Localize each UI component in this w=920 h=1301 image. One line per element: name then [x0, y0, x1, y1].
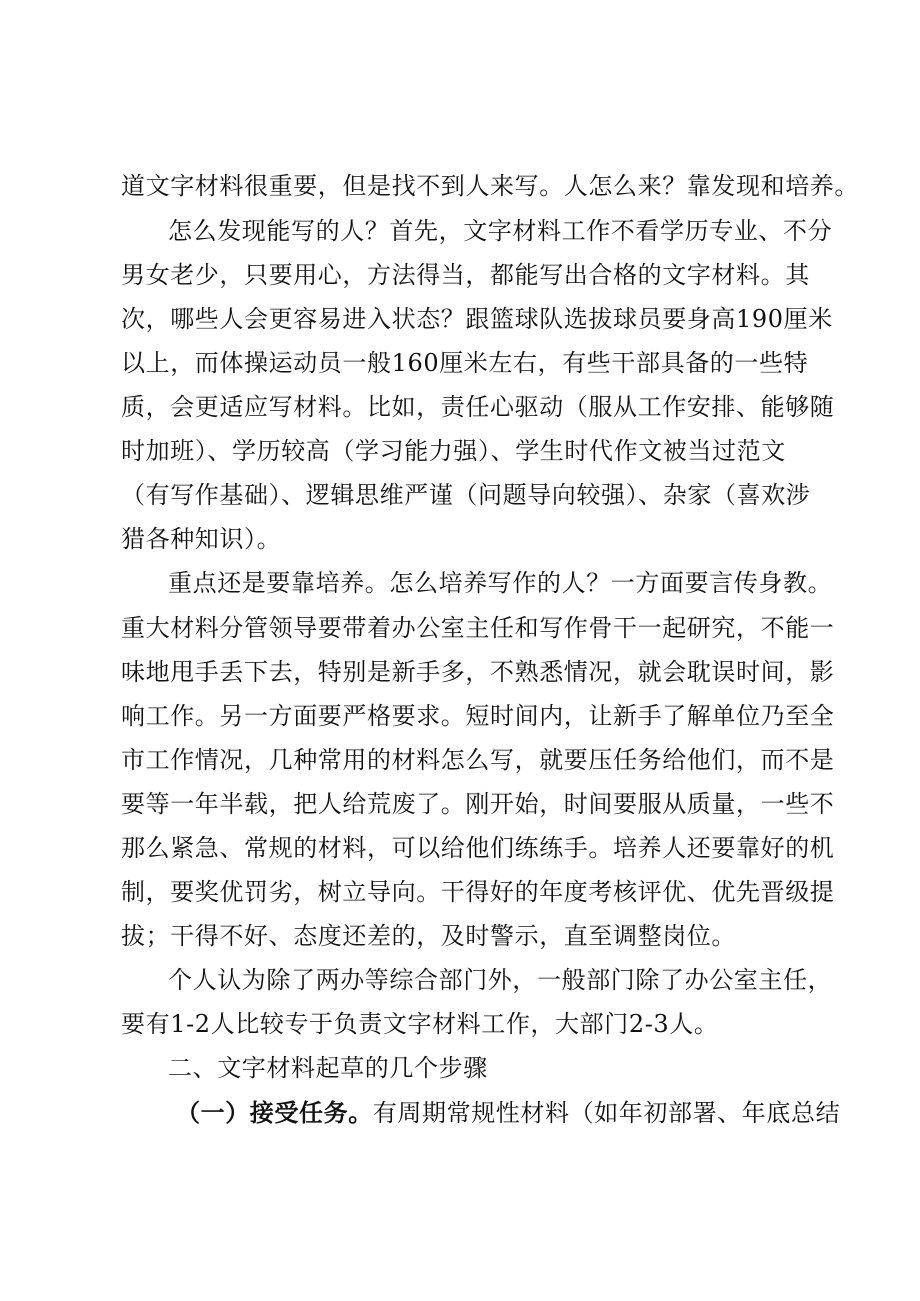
text-line: 个人认为除了两办等综合部门外，一般部门除了办公室主任，	[168, 966, 833, 994]
text-line: 时加班）、学历较高（学习能力强）、学生时代作文被当过范文	[121, 437, 786, 465]
subsection-line	[176, 1093, 840, 1133]
text-line: 制，要奖优罚劣，树立导向。干得好的年度考核评优、优先晋级提	[121, 878, 835, 906]
text-line: 要有1-2人比较专于负责文字材料工作，大部门2-3人。	[121, 1010, 719, 1038]
text-line: 拔；干得不好、态度还差的，及时警示，直至调整岗位。	[121, 922, 736, 950]
text-line: 次，哪些人会更容易进入状态？跟篮球队选拔球员要身高190厘米	[121, 305, 833, 333]
text-line: 男女老少，只要用心，方法得当，都能写出合格的文字材料。其	[121, 261, 810, 289]
text-line: 响工作。另一方面要严格要求。短时间内，让新手了解单位乃至全	[121, 702, 835, 730]
text-line: 质，会更适应写材料。比如，责任心驱动（服从工作安排、能够随	[121, 393, 835, 421]
text-line: 怎么发现能写的人？首先，文字材料工作不看学历专业、不分	[168, 217, 833, 245]
text-line: 那么紧急、常规的材料，可以给他们练练手。培养人还要靠好的机	[121, 834, 835, 862]
text-line: 要等一年半载，把人给荒废了。刚开始，时间要服从质量，一些不	[121, 790, 835, 818]
subsection-heading: （一）接受任务。	[176, 1098, 373, 1127]
subsection-text: 有周期常规性材料（如年初部署、年底总结	[372, 1099, 841, 1127]
text-line: （有写作基础）、逻辑思维严谨（问题导向较强）、杂家（喜欢涉	[121, 481, 811, 509]
text-line: 以上，而体操运动员一般160厘米左右，有些干部具备的一些特	[121, 349, 809, 377]
text-line: 市工作情况，几种常用的材料怎么写，就要压任务给他们，而不是	[121, 746, 835, 774]
section-heading: 二、文字材料起草的几个步骤	[168, 1054, 488, 1082]
text-line: 重点还是要靠培养。怎么培养写作的人？一方面要言传身教。	[168, 569, 833, 597]
text-line: 味地甩手丢下去，特别是新手多，不熟悉情况，就会耽误时间，影	[121, 658, 835, 686]
text-line: 重大材料分管领导要带着办公室主任和写作骨干一起研究，不能一	[121, 614, 835, 642]
text-line: 猎各种知识）。	[121, 525, 282, 553]
text-line: 道文字材料很重要，但是找不到人来写。人怎么来？靠发现和培养。	[121, 172, 859, 200]
